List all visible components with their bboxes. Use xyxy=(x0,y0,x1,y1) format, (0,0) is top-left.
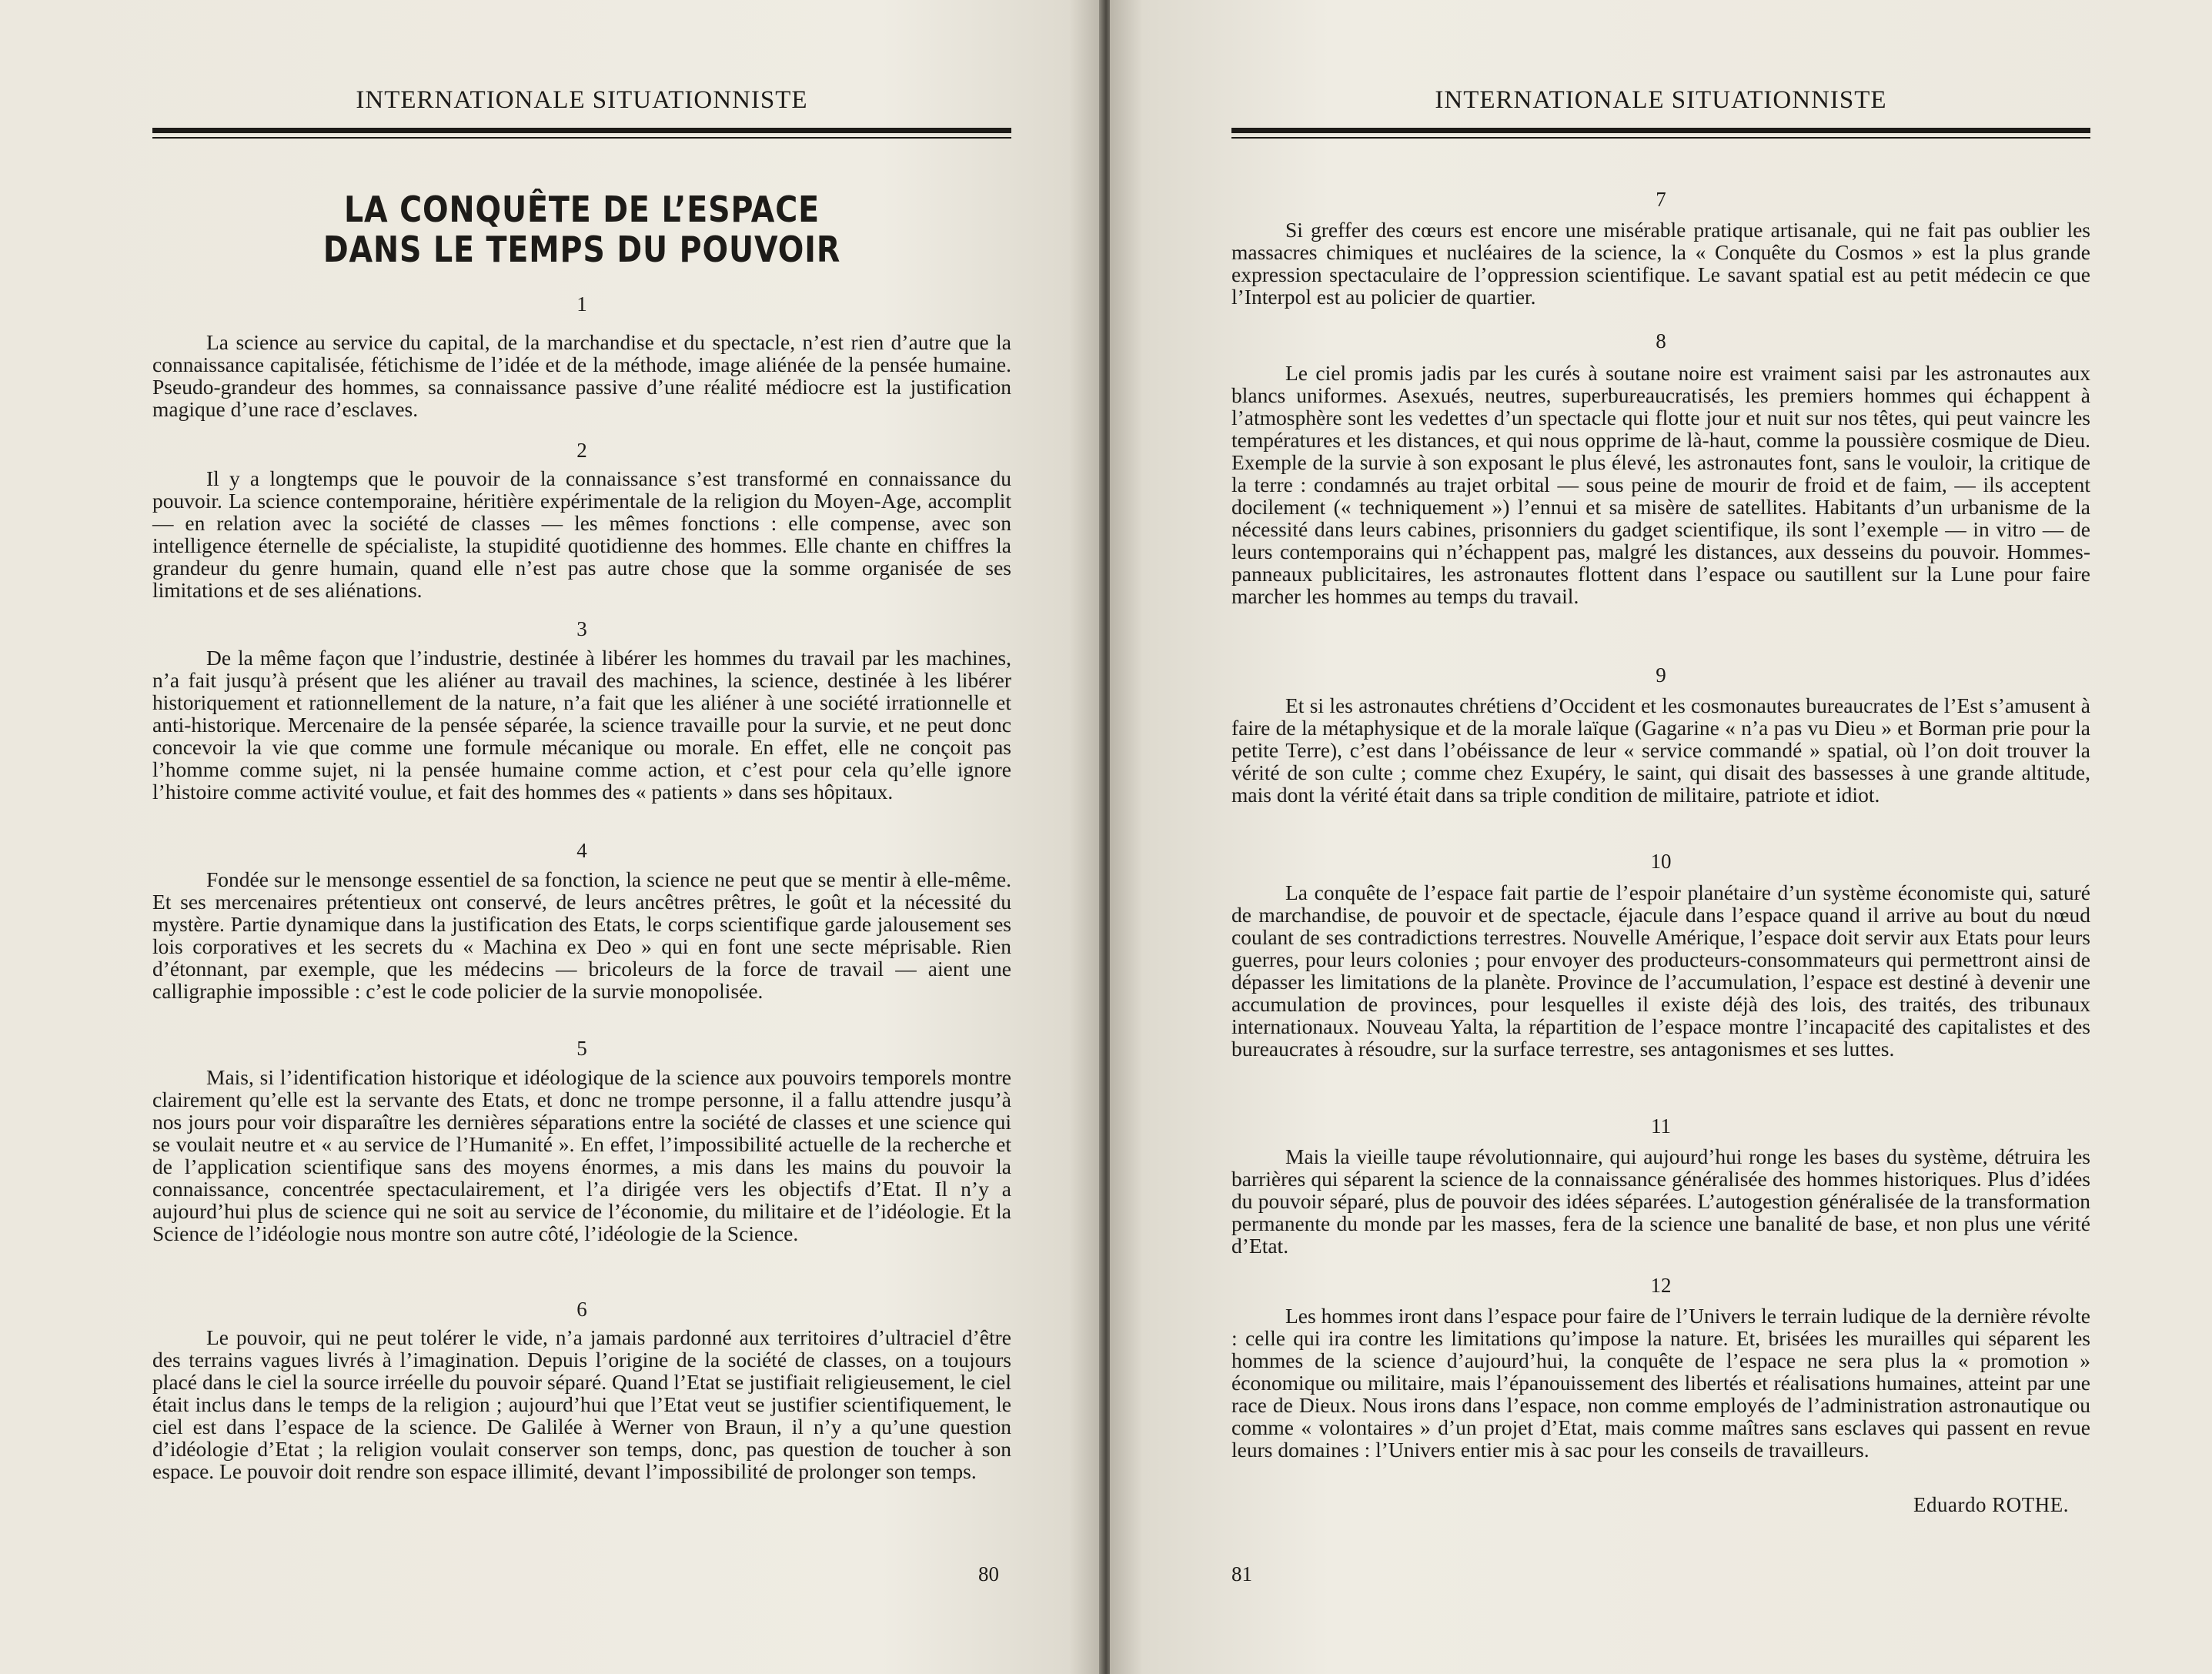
section-number: 11 xyxy=(1651,1114,1671,1138)
section-number: 4 xyxy=(576,839,587,862)
page-number: 81 xyxy=(1231,1562,1252,1585)
section-paragraph: Il y a longtemps que le pouvoir de la connaissance s’est transformé en connaissance du pouvoir. La science contemporaine, héritière expérimentale de la religion du Moyen-Age, accomplit — en relation avec la société de classes — les mêmes fonctions : elle compense, avec son intelligence éternelle de spécialiste, la stupidité quotidienne des hommes. Elle chante en chiffres la grandeur du genre humain, quand elle n’est pas autre chose que la somme organisée de ses limitations et de ses aliénations. xyxy=(152,466,1011,602)
running-head: INTERNATIONALE SITUATIONNISTE xyxy=(356,86,808,114)
section-paragraph: Et si les astronautes chrétiens d’Occident et les cosmonautes bureaucrates de l’Est s’amusent à faire de la métaphysique et de la morale laïque (Gagarine « n’a pas vu Dieu » et Borman prie pour la petite Terre), c’est dans l’obéissance de leur « service commandé » spatial, où l’on doit trouver la vérité de son culte ; comme chez Exupéry, le saint, qui disait des bassesses à une grande altitude, mais dont la vérité était dans sa triple condition de militaire, patriote et idiot. xyxy=(1231,693,2090,807)
section-number: 10 xyxy=(1650,850,1672,873)
section-number: 9 xyxy=(1656,663,1666,687)
title-line-1: LA CONQUÊTE DE L’ESPACE xyxy=(343,189,820,230)
article-title xyxy=(212,189,951,269)
right-page xyxy=(1110,0,2212,1674)
section-paragraph: La conquête de l’espace fait partie de l’espoir planétaire d’un système économiste qui, saturé de marchandise, de pouvoir et de spectacle, éjacule dans l’espace quand il arrive au bout du nœud coulant de ses contradictions terrestres. Nouvelle Amérique, l’espace doit servir aux Etats pour leurs guerres, pour leurs colonies ; pour envoyer des producteurs-consommateurs qui permettront ainsi de dépasser les limitations de la planète. Province de l’accumulation, l’espace est destiné à devenir une accumulation de provinces, pour lesquelles il existe déjà des lois, des traités, des tribunaux internationaux. Nouveau Yalta, la répartition de l’espace montre l’incapacité des capitalistes et des bureaucrates à résoudre, sur la surface terrestre, ses antagonismes et ses luttes. xyxy=(1231,880,2090,1061)
section-paragraph: Mais la vieille taupe révolutionnaire, qui aujourd’hui ronge les bases du système, détruira les barrières qui séparent la science de la connaissance généralisée des hommes historiques. Plus d’idées du pouvoir séparé, plus de pouvoir des idées séparées. L’autogestion généralisée de la transformation permanente du monde par les masses, fera de la science une banalité de base, et non plus une vérité d’Etat. xyxy=(1231,1144,2090,1258)
section-number: 2 xyxy=(576,439,587,462)
page-number: 80 xyxy=(978,1562,999,1585)
header-rule-thick xyxy=(152,128,1011,133)
section-number: 6 xyxy=(576,1298,587,1321)
section-paragraph: Si greffer des cœurs est encore une misérable pratique artisanale, qui ne fait pas oublier les massacres chimiques et nucléaires de la science, la « Conquête du Cosmos » est la plus grande expression spectaculaire de l’oppression scientifique. Le savant spatial est au petit médecin ce que l’Interpol est au policier de quartier. xyxy=(1231,218,2090,309)
section-number: 3 xyxy=(576,617,587,640)
section-paragraph: Mais, si l’identification historique et idéologique de la science aux pouvoirs temporels montre clairement qu’elle est la servante des Etats, et donc ne trompe personne, il a fallu attendre jusqu’à nos jours pour voir disparaître les dernières séparations entre la société de classes et une science qui se voulait neutre et « au service de l’Humanité ». En effet, l’impossibilité actuelle de la recherche et de l’application scientifique sans des moyens énormes, a mis dans les mains du pouvoir la connaissance, concentrée spectaculairement, et l’a dirigée vers les objectifs d’Etat. Il n’y a aujourd’hui plus de science qui ne soit au service de l’économie, du militaire et de l’idéologie. Et la Science de l’idéologie nous montre son autre côté, l’idéologie de la Science. xyxy=(152,1065,1011,1245)
section-number: 12 xyxy=(1650,1274,1672,1297)
section-number: 8 xyxy=(1656,329,1666,353)
author-signature: Eduardo ROTHE. xyxy=(1913,1493,2069,1516)
title-line-2: DANS LE TEMPS DU POUVOIR xyxy=(322,229,841,270)
header-rule-thin xyxy=(1231,137,2090,139)
section-paragraph: La science au service du capital, de la marchandise et du spectacle, n’est rien d’autre que la connaissance capitalisée, fétichisme de l’idée et de la méthode, image aliénée de la pensée humaine. Pseudo-grandeur des hommes, sa connaissance passive d’une réalité médiocre est la justification magique d’une race d’esclaves. xyxy=(152,330,1011,421)
left-page xyxy=(0,0,1102,1674)
section-number: 5 xyxy=(576,1037,587,1060)
section-number: 7 xyxy=(1656,188,1666,211)
section-paragraph: Fondée sur le mensonge essentiel de sa fonction, la science ne peut que se mentir à elle-même. Et ses mercenaires prétentieux ont conservé, de leurs ancêtres prêtres, le goût et la nécessité du mystère. Partie dynamique dans la justification des Etats, le corps scientifique garde jalousement ses lois corporatives et les secrets du « Machina ex Deo » qui en font une secte méprisable. Rien d’étonnant, par exemple, que les médecins — bricoleurs de la force de travail — aient une calligraphie impossible : c’est le code policier de la survie monopolisée. xyxy=(152,867,1011,1003)
section-paragraph: Le ciel promis jadis par les curés à soutane noire est vraiment saisi par les astronautes aux blancs uniformes. Asexués, neutres, superbureaucratisés, les premiers hommes qui échappent à l’atmosphère sont les vedettes d’un spectacle qui flotte jour et nuit sur nos têtes, qui peut vaincre les températures et les distances, et qui nous opprime de là-haut, comme la poussière cosmique de Dieu. Exemple de la survie à son exposant le plus élevé, les astronautes font, sans le vouloir, la critique de la terre : condamnés au trajet orbital — sous peine de mourir de froid et de faim, — ils acceptent docilement (« techniquement ») l’ennui et sa misère de satellites. Habitants d’un urbanisme de la nécessité dans leurs cabines, prisonniers du gadget scientifique, ils sont l’exemple — in vitro — de leurs contemporains qui n’échappent pas, malgré les distances, aux desseins du pouvoir. Hommes-panneaux publicitaires, les astronautes flottent dans l’espace ou sautillent sur la Lune pour faire marcher les hommes au temps du travail. xyxy=(1231,361,2090,608)
running-head: INTERNATIONALE SITUATIONNISTE xyxy=(1435,86,1887,114)
section-paragraph: De la même façon que l’industrie, destinée à libérer les hommes du travail par les machines, n’a fait jusqu’à présent que les aliéner au travail des machines, la science, destinée à les libérer historiquement et rationnellement de la nature, n’a fait que les aliéner à une société irrationnelle et anti-historique. Mercenaire de la pensée séparée, la science travaille pour la survie, et ne peut donc concevoir la vie que comme une formule mécanique ou morale. En effet, elle ne conçoit pas l’homme comme sujet, ni la pensée humaine comme action, et c’est pour cela qu’elle ignore l’histoire comme activité voulue, et fait des hommes des « patients » dans ses hôpitaux. xyxy=(152,646,1011,804)
header-rule-thin xyxy=(152,137,1011,139)
section-number: 1 xyxy=(576,292,587,316)
section-paragraph: Les hommes iront dans l’espace pour faire de l’Univers le terrain ludique de la dernière révolte : celle qui ira contre les limitations qu’impose la nature. Et, brisées les murailles qui séparent les hommes de la science d’aujourd’hui, la conquête de l’espace ne sera plus la « promotion » économique ou militaire, mais l’épanouissement des libertés et réalisations humaines, atteint par une race de Dieux. Nous irons dans l’espace, non comme employés de l’administration astronautique ou comme « volontaires » d’un projet d’Etat, mais comme maîtres sans esclaves qui passent en revue leurs domaines : l’Univers entier mis à sac pour les conseils de travailleurs. xyxy=(1231,1304,2090,1462)
header-rule-thick xyxy=(1231,128,2090,133)
section-paragraph: Le pouvoir, qui ne peut tolérer le vide, n’a jamais pardonné aux territoires d’ultraciel d’être des terrains vagues livrés à l’imagination. Depuis l’origine de la société de classes, on a toujours placé dans le ciel la source irréelle du pouvoir séparé. Quand l’Etat se justifiait religieusement, le ciel était inclus dans le temps de la religion ; aujourd’hui que l’Etat veut se justifier scientifiquement, le ciel est dans l’espace de la science. De Galilée à Werner von Braun, il n’y a qu’une question d’idéologie d’Etat ; la religion voulait conserver son temps, donc, pas question de toucher à son espace. Le pouvoir doit rendre son espace illimité, devant l’impossibilité de prolonger son temps. xyxy=(152,1325,1011,1483)
